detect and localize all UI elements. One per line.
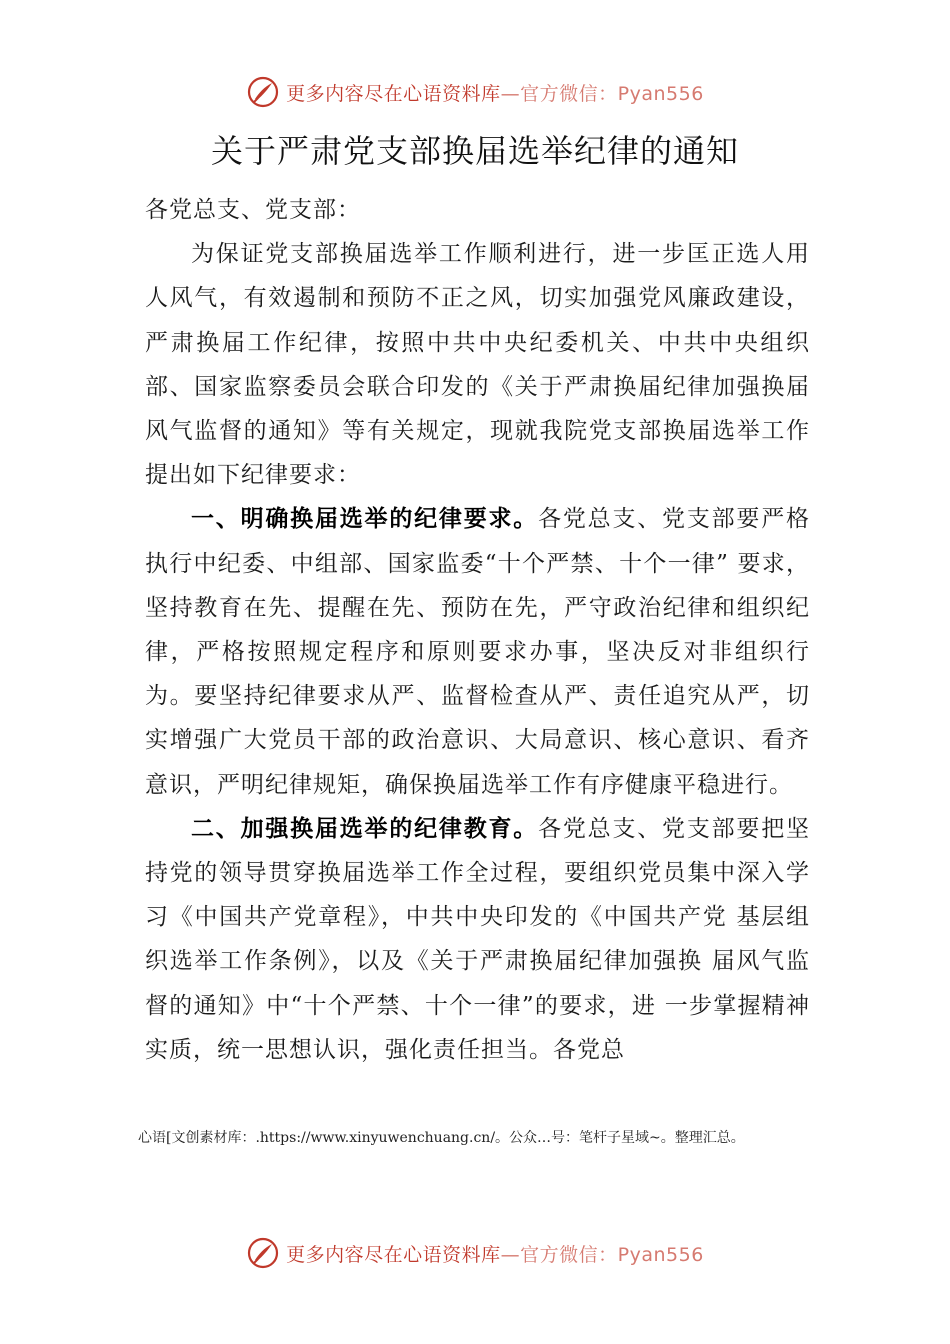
pen-brush-icon	[246, 75, 280, 109]
banner-text: 更多内容尽在心语资料库—官方微信：Pyan556	[286, 82, 704, 105]
footer-banner	[0, 1231, 950, 1275]
section-1-text: 各党总支、党支部要严格执行中纪委、中组部、国家监委“十个严禁、十个一律” 要求，坚持教育在先、提醒在先、预防在先，严守政治纪律和组织纪律，严格按照规定程序和原则要求办事，坚决反对非组织行为。要坚持纪律要求从严、监督检查从严、责任追究从严，切实增强广大党员干部的政治意识、大局意识、核心意识、看齐意识，严明纪律规矩，确保换届选举工作有序健康平稳进行。	[145, 506, 811, 798]
section-2-paragraph	[145, 807, 810, 1072]
greeting: 各党总支、党支部：	[145, 197, 361, 223]
document-body	[145, 188, 810, 1072]
section-2-heading: 二、加强换届选举的纪律教育。	[191, 814, 539, 842]
intro-paragraph: 为保证党支部换届选举工作顺利进行，进一步匡正选人用人风气，有效遏制和预防不正之风，切实加强党风廉政建设，严肃换届工作纪律，按照中共中央纪委机关、中共中央组织部、国家监察委员会联合印发的《关于严肃换届纪律加强换届风气监督的通知》等有关规定，现就我院党支部换届选举工作提出如下纪律要求：	[145, 241, 810, 489]
source-footnote: 心语[文创素材库：.https://www.xinyuwenchuang.cn/。公众…号：笔杆子星域~。整理汇总。	[138, 1130, 745, 1146]
pen-brush-icon	[246, 1236, 280, 1270]
section-2-text: 各党总支、党支部要把坚持党的领导贯穿换届选举工作全过程，要组织党员集中深入学习《中国共产党章程》，中共中央印发的《中国共产党 基层组织选举工作条例》，以及《关于严肃换届纪律加强换 届风气监督的通知》中“十个严禁、十个一律”的要求，进 一步掌握精神实质，统一思想认识，强化责任担当。各党总	[145, 815, 811, 1063]
banner-text: 更多内容尽在心语资料库—官方微信：Pyan556	[286, 1243, 704, 1266]
section-1-paragraph	[145, 497, 810, 806]
document-title: 关于严肃党支部换届选举纪律的通知	[210, 132, 739, 170]
section-1-heading: 一、明确换届选举的纪律要求。	[191, 505, 539, 533]
header-banner	[0, 70, 950, 114]
